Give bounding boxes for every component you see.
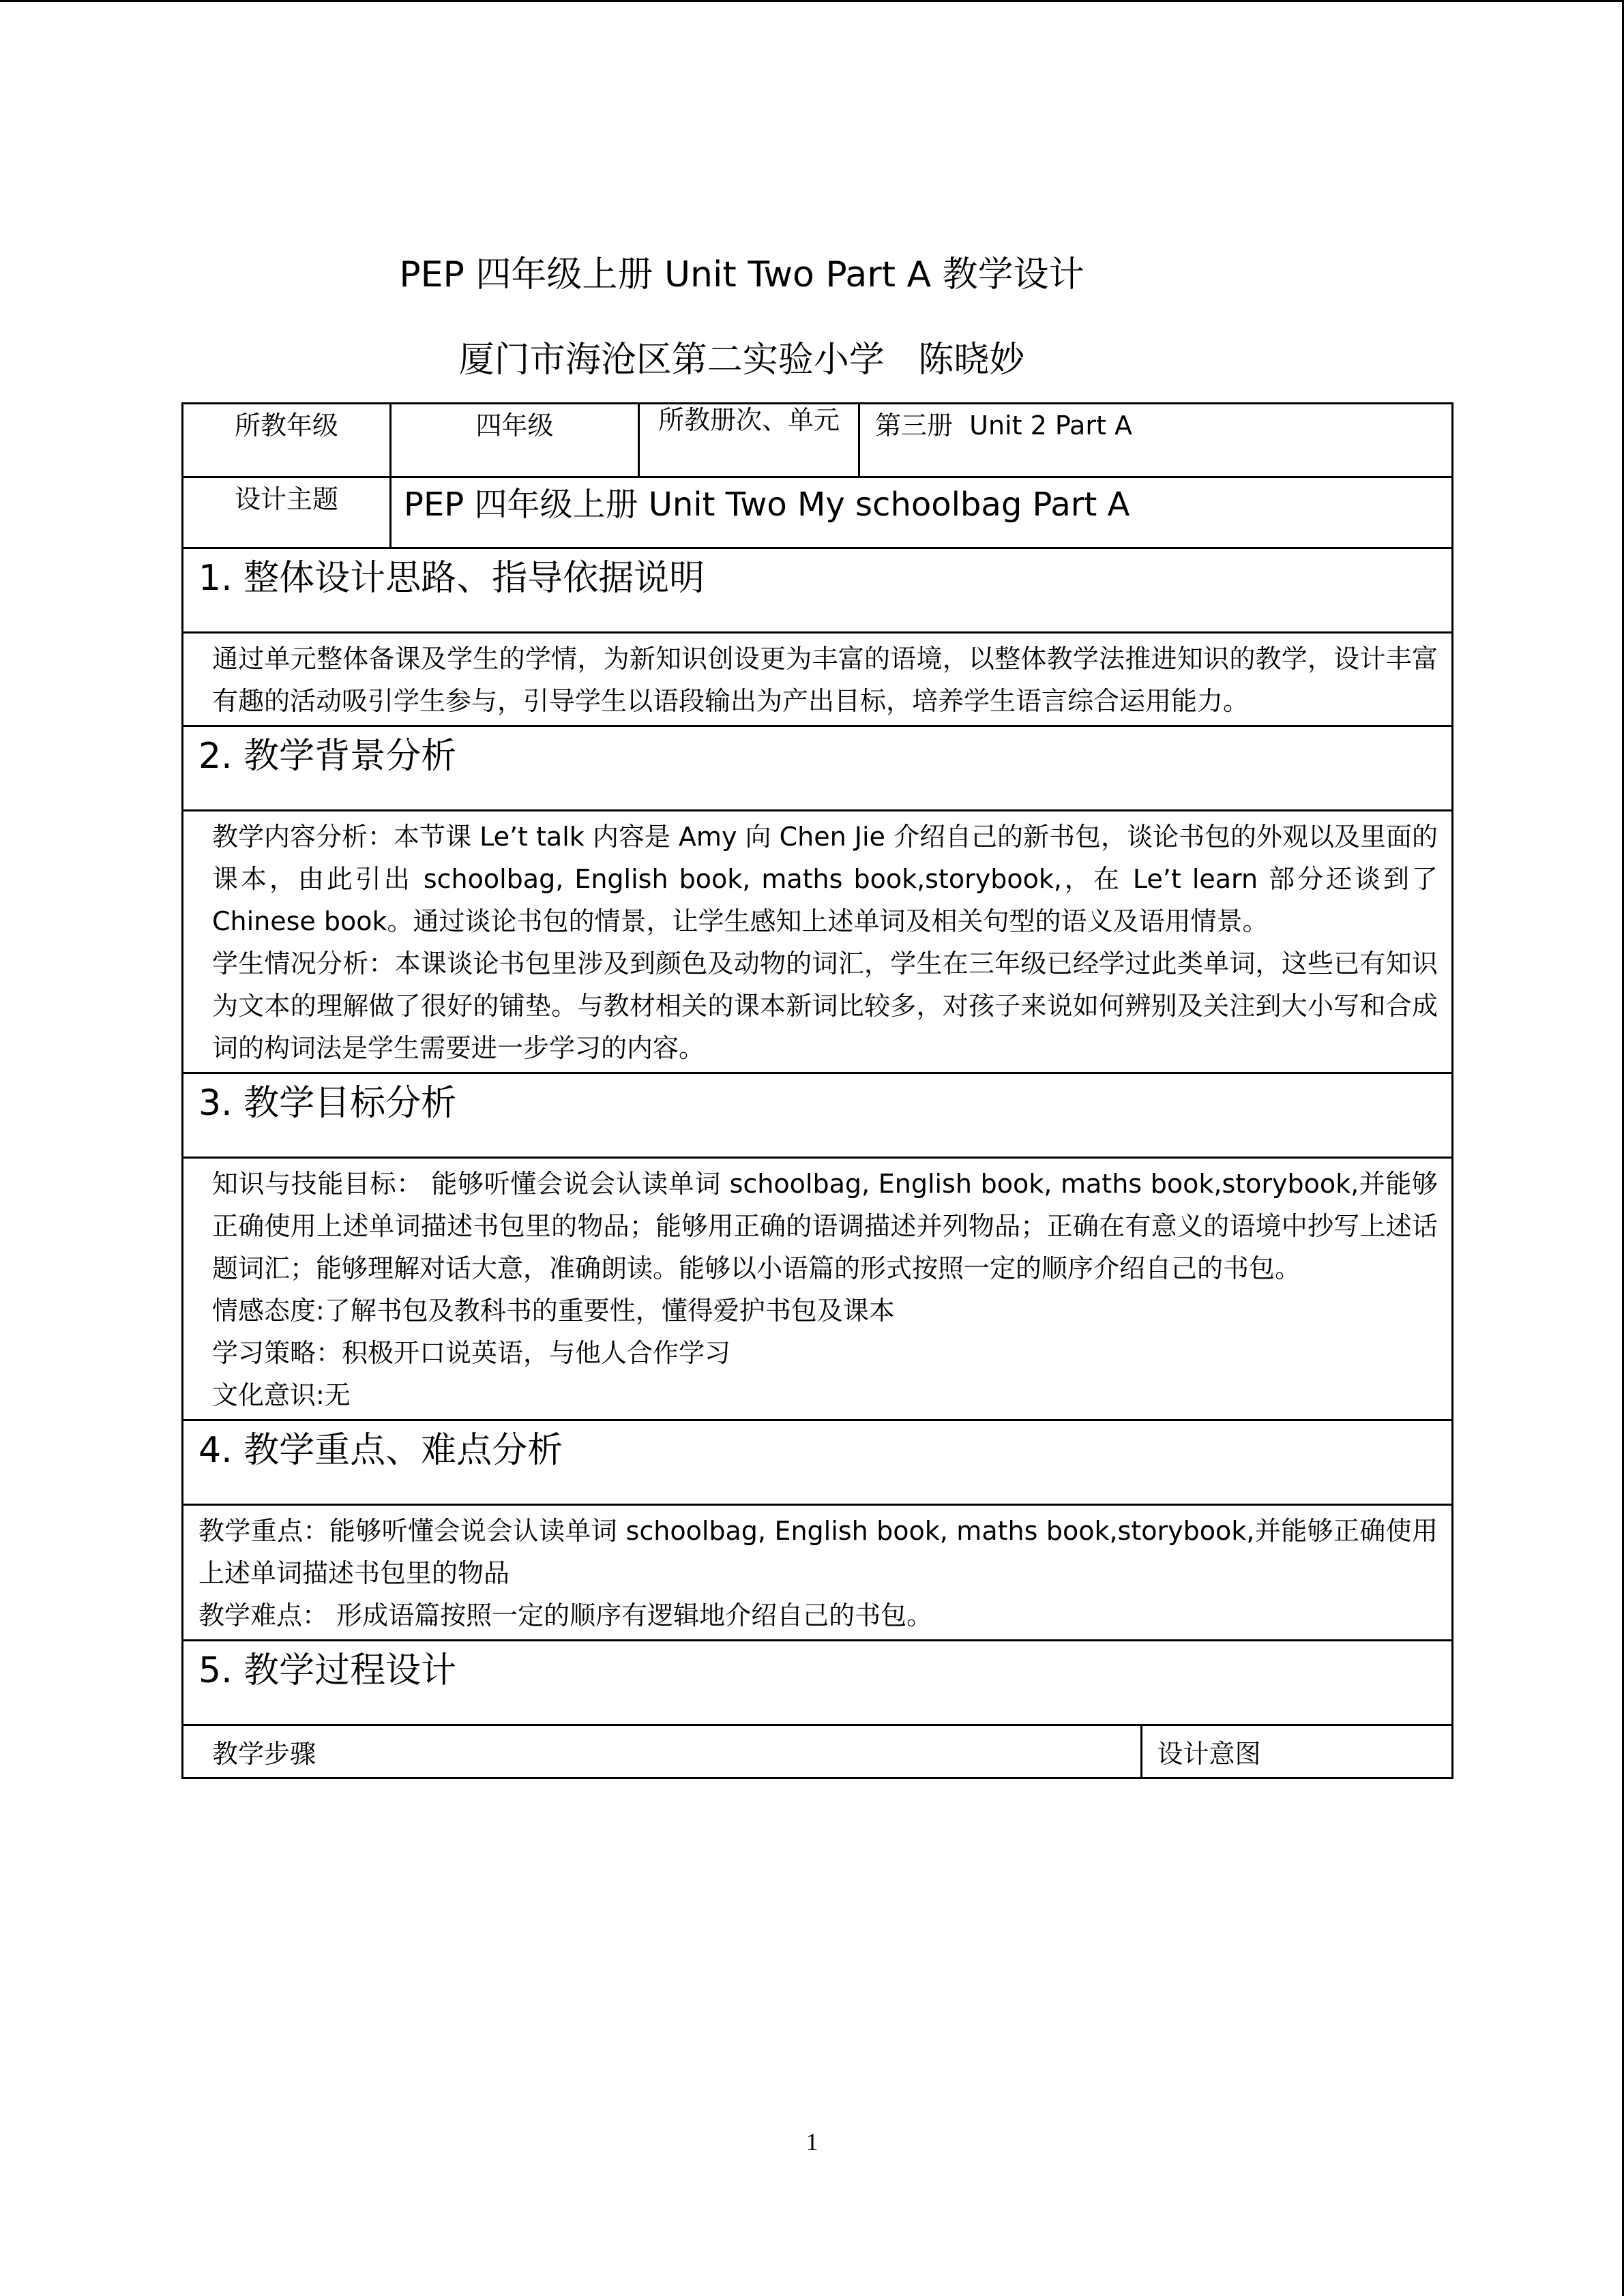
page-top-border [0, 0, 1624, 2]
grade-value: 四年级 [391, 404, 639, 477]
paragraph: 知识与技能目标： 能够听懂会说会认读单词 schoolbag, English book, maths book,storybook,并能够正确使用上述单词描述书包里的物品；能够用正确的语调描述并列物品；正确在有意义的语境中抄写上述话题词汇；能够理解对话大意，准确朗读。能够以小语篇的形式按照一定的顺序介绍自己的书包。 [212, 1169, 1438, 1283]
section-content [183, 811, 1453, 1073]
section-heading: 3. 教学目标分析 [183, 1073, 1453, 1158]
lesson-plan-table [181, 402, 1453, 1779]
section-4-header [183, 1420, 1453, 1505]
section-3-body [183, 1158, 1453, 1420]
paragraph: 教学重点：能够听懂会说会认读单词 schoolbag, English book, maths book,storybook,并能够正确使用上述单词描述书包里的物品 [198, 1516, 1438, 1588]
section-4-body [183, 1505, 1453, 1641]
section-heading: 1. 整体设计思路、指导依据说明 [183, 548, 1453, 633]
section-2-header [183, 726, 1453, 811]
process-table [183, 1726, 1451, 1777]
document-subtitle: 厦门市海沧区第二实验小学 陈晓妙 [458, 340, 1025, 381]
info-row [183, 404, 1453, 477]
section-heading: 4. 教学重点、难点分析 [183, 1420, 1453, 1505]
section-content [183, 633, 1453, 726]
process-header-row [183, 1725, 1453, 1778]
column-header-steps: 教学步骤 [212, 1739, 316, 1769]
section-content [183, 1505, 1453, 1641]
section-1-header [183, 548, 1453, 633]
paragraph: 教学难点： 形成语篇按照一定的顺序有逻辑地介绍自己的书包。 [198, 1600, 933, 1630]
section-heading: 2. 教学背景分析 [183, 726, 1453, 811]
process-columns [183, 1725, 1453, 1778]
section-heading: 5. 教学过程设计 [183, 1641, 1453, 1725]
volume-label: 所教册次、单元 [639, 404, 859, 477]
theme-value: PEP 四年级上册 Unit Two My schoolbag Part A [391, 477, 1453, 548]
paragraph: 教学内容分析：本节课 Le’t talk 内容是 Amy 向 Chen Jie 介绍自己的新书包，谈论书包的外观以及里面的课本，由此引出 schoolbag, English book, maths book,storybook,，在 Le’t learn 部分还谈到了 Chinese book。通过谈论书包的情景，让学生感知上述单词及相关句型的语义及语用情景。 [212, 822, 1438, 936]
column-header-intent: 设计意图 [1141, 1726, 1451, 1777]
paragraph: 通过单元整体备课及学生的学情，为新知识创设更为丰富的语境，以整体教学法推进知识的教学，设计丰富有趣的活动吸引学生参与，引导学生以语段输出为产出目标，培养学生语言综合运用能力。 [212, 644, 1438, 716]
section-5-header [183, 1641, 1453, 1725]
section-content [183, 1158, 1453, 1420]
page-number: 1 [806, 2128, 818, 2156]
document-title: PEP 四年级上册 Unit Two Part A 教学设计 [399, 254, 1084, 295]
theme-label: 设计主题 [183, 477, 391, 548]
paragraph: 文化意识:无 [212, 1380, 351, 1410]
paragraph: 情感态度:了解书包及教科书的重要性，懂得爱护书包及课本 [212, 1296, 895, 1326]
paragraph: 学习策略：积极开口说英语，与他人合作学习 [212, 1338, 731, 1368]
section-2-body [183, 811, 1453, 1073]
paragraph: 学生情况分析：本课谈论书包里涉及到颜色及动物的词汇，学生在三年级已经学过此类单词，这些已有知识为文本的理解做了很好的铺垫。与教材相关的课本新词比较多，对孩子来说如何辨别及关注到大小写和合成词的构词法是学生需要进一步学习的内容。 [212, 949, 1438, 1063]
theme-row [183, 477, 1453, 548]
section-3-header [183, 1073, 1453, 1158]
grade-label: 所教年级 [183, 404, 391, 477]
volume-value: 第三册 Unit 2 Part A [859, 404, 1453, 477]
section-1-body [183, 633, 1453, 726]
